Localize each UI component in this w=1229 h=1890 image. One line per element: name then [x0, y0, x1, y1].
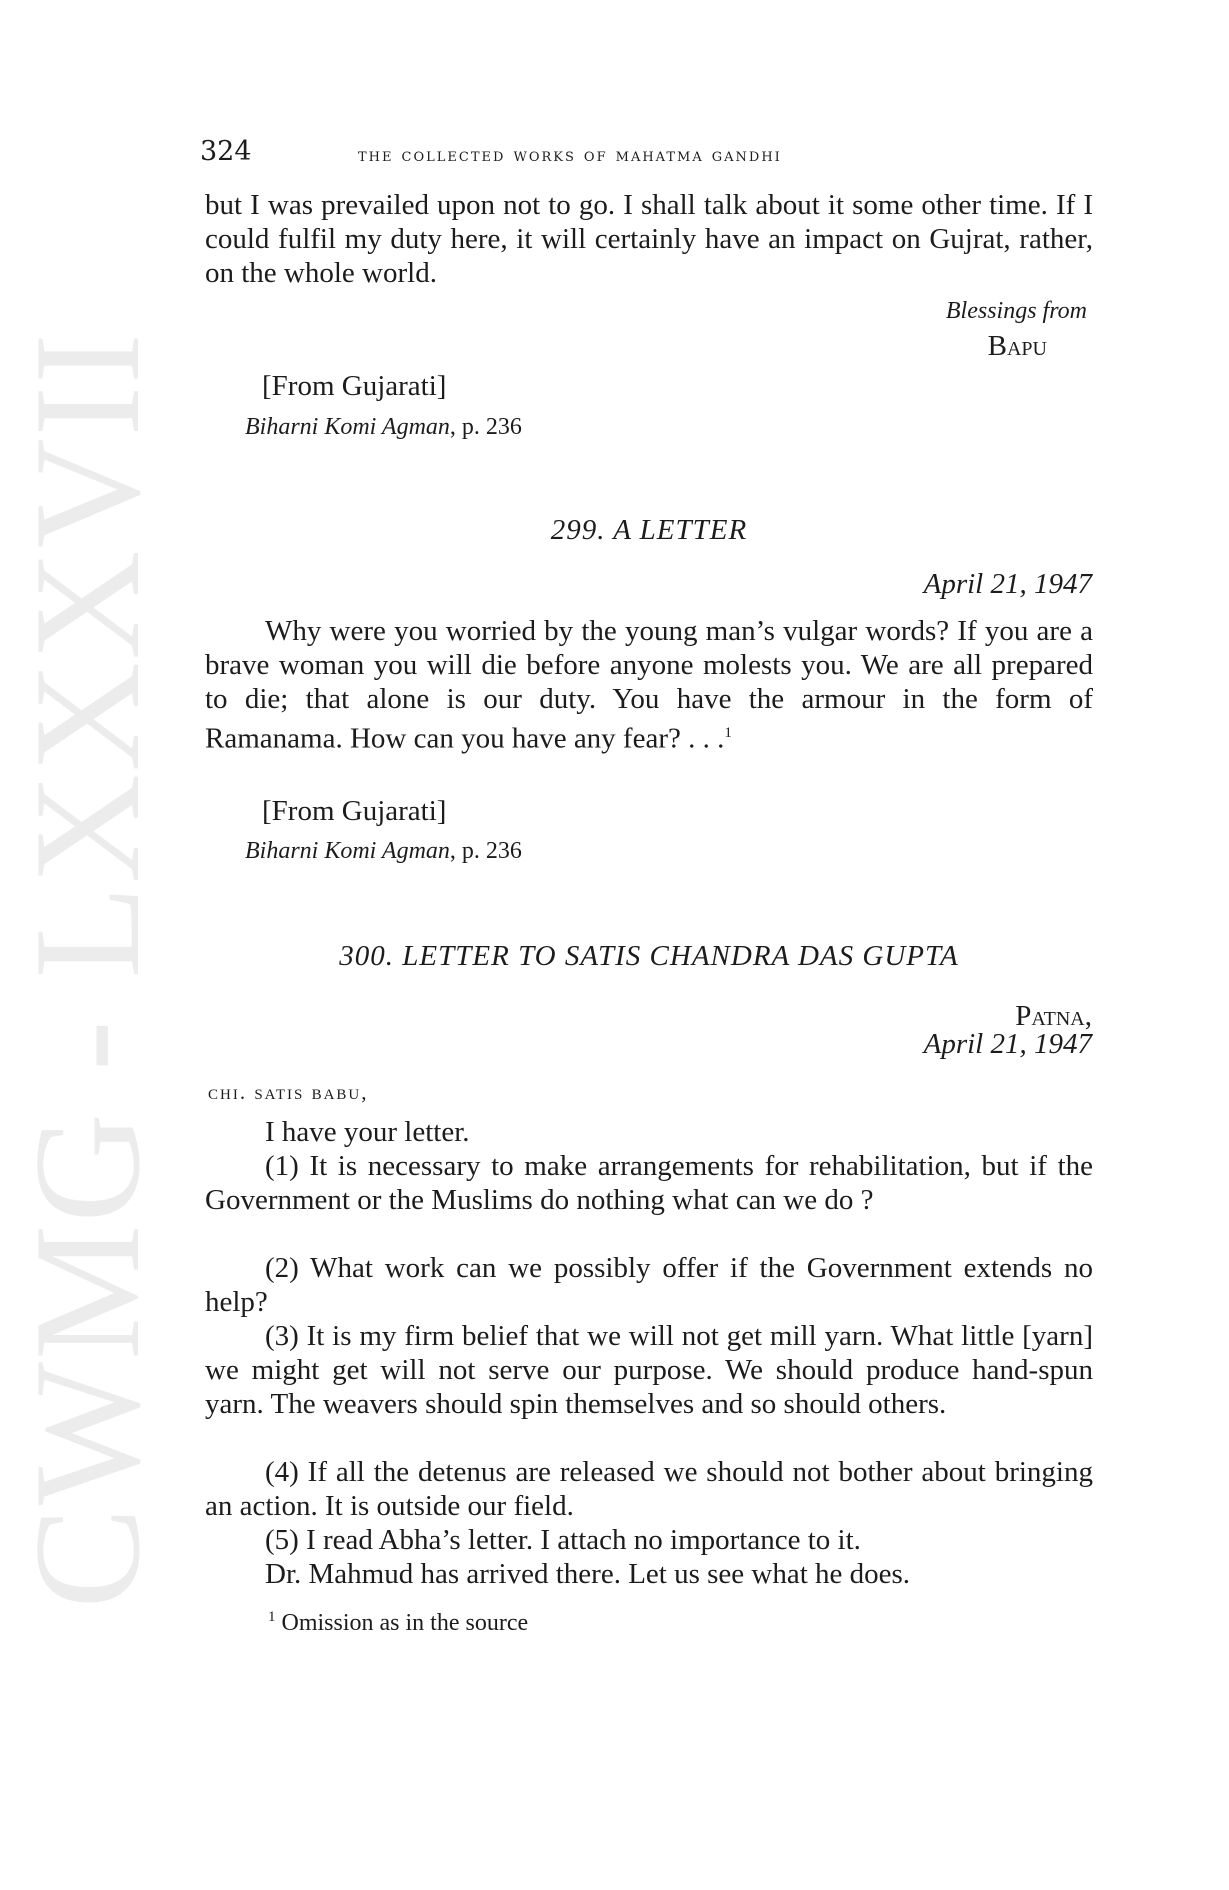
page-number: 324 [200, 136, 252, 167]
citation-title: Biharni Komi Agman [245, 414, 450, 440]
letter-299-heading: 299. A LETTER [550, 514, 748, 546]
citation-299 [245, 838, 522, 865]
running-head [200, 136, 1090, 167]
citation-page: , p. 236 [449, 414, 522, 440]
paragraph: I have your letter. [265, 1116, 470, 1148]
running-title: the collected works of mahatma gandhi [358, 144, 782, 166]
letter-299-body [205, 614, 1093, 756]
letter-300-place: Patna, [1015, 1000, 1092, 1032]
source-note: [From Gujarati] [262, 370, 447, 402]
letter-299-text: Why were you worried by the young man’s vulgar words? If you are a brave woman you will die before anyone molests you. We are all prepared to die; that alone is our duty. You have the armour in the form of Ramanama. How can you have any fear? . . . [205, 615, 1093, 755]
paragraph: (5) I read Abha’s letter. I attach no importance to it. [265, 1524, 861, 1556]
footnote-reference: 1 [724, 725, 732, 741]
citation-title-299: Biharni Komi Agman [245, 838, 450, 864]
paragraph: (3) It is my firm belief that we will not get mill yarn. What little [yarn] we might get will not serve our purpose. We should produce hand-spun yarn. The weavers should spin themselves and so should others. [205, 1320, 1093, 1420]
prev-letter-body: but I was prevailed upon not to go. I shall talk about it some other time. If I could fulfil my duty here, it will certainly have an impact on Gujrat, rather, on the whole world. [205, 189, 1093, 289]
paragraph: (1) It is necessary to make arrangements for rehabilitation, but if the Government or the Muslims do nothing what can we do ? [205, 1150, 1093, 1216]
source-note-299: [From Gujarati] [262, 795, 447, 827]
letter-300-date: April 21, 1947 [923, 1028, 1092, 1060]
watermark-text: CWMG - LXXXVII [3, 331, 171, 1609]
citation-page-299: , p. 236 [449, 838, 522, 864]
salutation: chi. satis babu, [208, 1080, 369, 1104]
paragraph: Dr. Mahmud has arrived there. Let us see what he does. [265, 1558, 911, 1590]
paragraph: (2) What work can we possibly offer if the Government extends no help? [205, 1252, 1093, 1318]
letter-299-date: April 21, 1947 [923, 568, 1092, 600]
footnote-mark: 1 [268, 1609, 276, 1625]
paragraph: (4) If all the detenus are released we should not bother about bringing an action. It is outside our field. [205, 1456, 1093, 1522]
letter-300-heading: 300. LETTER TO SATIS CHANDRA DAS GUPTA [339, 940, 959, 972]
footnote-text: Omission as in the source [275, 1610, 529, 1636]
closing: Blessings from [945, 298, 1087, 324]
footnote [268, 1609, 528, 1637]
signature: Bapu [987, 330, 1047, 362]
citation [245, 414, 522, 441]
